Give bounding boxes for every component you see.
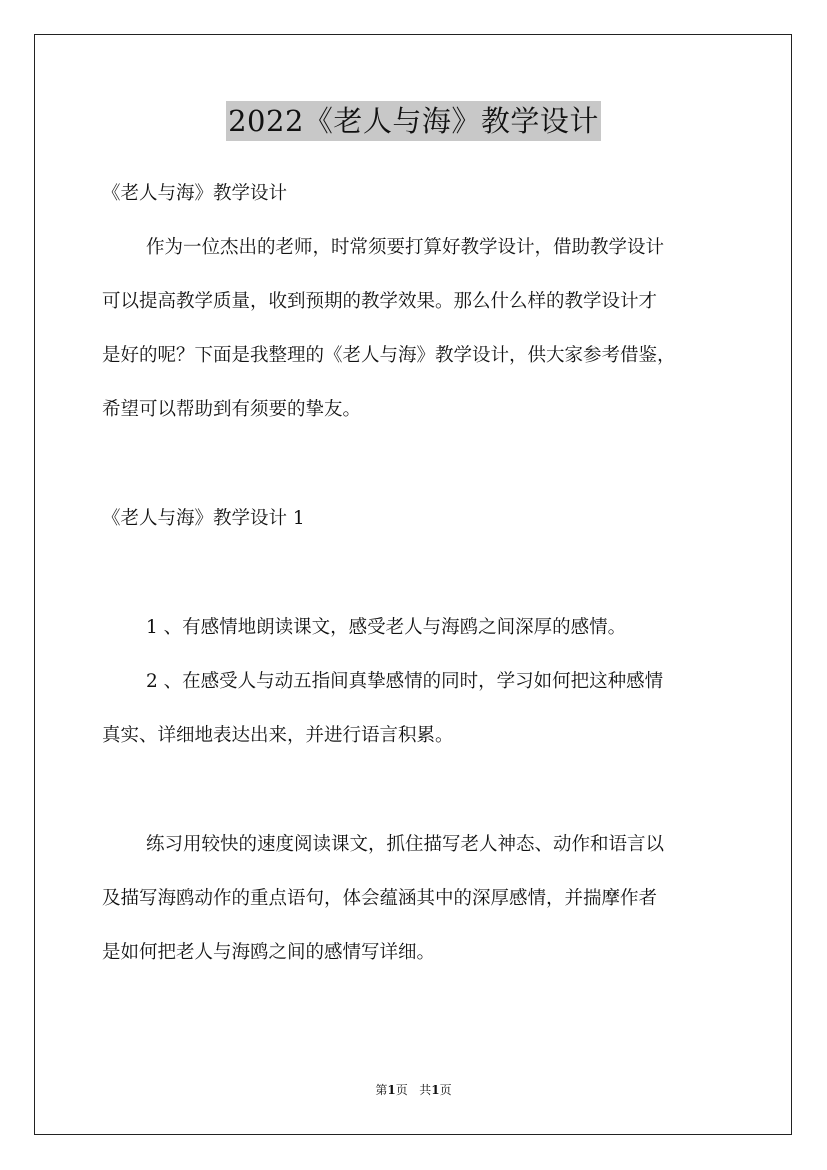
- goal-line-1: 1 、有感情地朗读课文，感受老人与海鸥之间深厚的感情。: [146, 617, 627, 638]
- practice-line-3: 是如何把老人与海鸥之间的感情写详细。: [102, 942, 436, 963]
- footer-total-label: 页: [439, 1083, 452, 1097]
- title-container: [0, 101, 827, 141]
- document-title: 2022《老人与海》教学设计: [226, 101, 601, 141]
- footer-page-label: 页: [395, 1083, 408, 1097]
- footer-page-current: 1: [387, 1083, 396, 1097]
- footer-page-total: 1: [431, 1083, 440, 1097]
- intro-line-1: 作为一位杰出的老师，时常须要打算好教学设计，借助教学设计: [146, 237, 665, 258]
- section-heading: 《老人与海》教学设计 1: [102, 508, 305, 529]
- page-footer: [0, 1082, 827, 1098]
- footer-total-prefix: 共: [419, 1083, 432, 1097]
- goal-line-2: 2 、在感受人与动五指间真挚感情的同时，学习如何把这种感情: [146, 671, 664, 692]
- practice-line-2: 及描写海鸥动作的重点语句，体会蕴涵其中的深厚感情，并揣摩作者: [102, 888, 658, 909]
- footer-page-prefix: 第: [375, 1083, 388, 1097]
- document-subtitle: 《老人与海》教学设计: [102, 183, 288, 204]
- practice-line-1: 练习用较快的速度阅读课文，抓住描写老人神态、动作和语言以: [146, 834, 665, 855]
- intro-line-2: 可以提高教学质量，收到预期的教学效果。那么什么样的教学设计才: [102, 291, 658, 312]
- goal-line-3: 真实、详细地表达出来，并进行语言积累。: [102, 725, 454, 746]
- intro-line-3: 是好的呢？下面是我整理的《老人与海》教学设计，供大家参考借鉴，: [102, 345, 676, 366]
- intro-line-4: 希望可以帮助到有须要的挚友。: [102, 399, 362, 420]
